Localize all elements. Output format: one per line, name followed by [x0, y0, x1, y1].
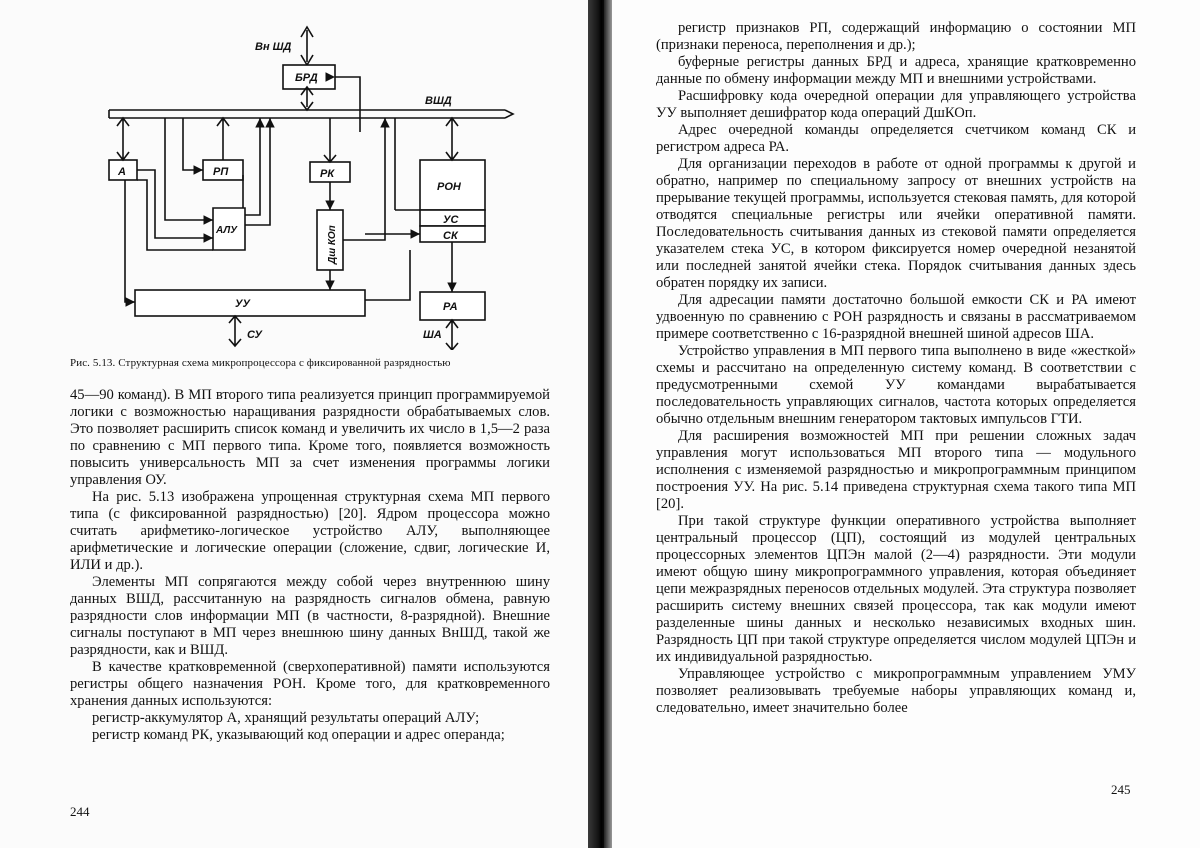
label-a: А: [118, 166, 126, 178]
structural-diagram: [95, 10, 525, 350]
label-ron: РОН: [437, 181, 461, 193]
left-page: [0, 0, 588, 848]
paragraph: Для расширения возможностей МП при решении сложных задач управления могут использоваться МП второго типа — модульного исполнения с изменяемой разрядностью и микропрограммным принципом построения УУ. На рис. 5.14 приведена структурная схема такого типа МП [20].: [656, 428, 1136, 512]
page-number-right: 245: [1111, 782, 1131, 797]
uu-block: [135, 290, 365, 316]
sha-arrow: [446, 320, 458, 350]
label-su: СУ: [247, 329, 262, 341]
paragraph: Адрес очередной команды определяется счетчиком команд СК и регистром адреса РА.: [656, 122, 1136, 155]
paragraph: Для организации переходов в работе от одной программы к другой и обратно, например по специальному запросу от внешних устройств на прерывание текущей программы, используется стековая память, для которой отводятся специальные регистры или ячейки оперативной памяти. Последовательность считывания данных из стековой памяти определяется указателем стека УС, в котором фиксируется номер очередной незанятой или последней занятой ячейки стека. Порядок считывания данных здесь обратен порядку их записи.: [656, 156, 1136, 291]
label-us: УС: [443, 214, 459, 226]
paragraph: Расшифровку кода очередной операции для управляющего устройства УУ выполняет дешифратор кода операций ДшКОп.: [656, 88, 1136, 121]
right-page-text: [656, 20, 1136, 717]
label-sha: ША: [423, 329, 442, 341]
paragraph: При такой структуре функции оперативного устройства выполняет центральный процессор (ЦП), состоящий из модулей центральных процессорных элементов ЦПЭн малой (2—4) разрядности. Эти модули имеют общую шину микропрограммного управления, которая объединяет цепи межразрядных переносов отдельных модулей. Эта структура позволяет расширить систему внешних связей процессора, так как модули имеют разделенные шины данных и несколько независимых входных шин. Разрядность ЦП при такой структуре определяется числом модулей ЦПЭн и их индивидуальной разрядностью.: [656, 513, 1136, 665]
page-number-left: 244: [70, 804, 90, 819]
paragraph: На рис. 5.13 изображена упрощенная структурная схема МП первого типа (с фиксированной разрядностью) [20]. Ядром процессора можно считать арифметико-логическое устройство АЛУ, выполняющее арифметические и логические операции (сложение, сдвиг, логические И, ИЛИ и др.).: [70, 489, 550, 573]
paragraph: Для адресации памяти достаточно большой емкости СК и РА имеют удвоенную по сравнению с РОН разрядность и связаны в рассматриваемом примере соответственно с 16-разрядной внешней шиной адресов ША.: [656, 292, 1136, 342]
paragraph: 45—90 команд). В МП второго типа реализуется принцип программируемой логики с возможностью наращивания разрядности обрабатываемых слов. Это позволяет расширить список команд и увеличить их число в 1,5—2 раза по сравнению с МП первого типа. Кроме того, появляется возможность повысить универсальность МП за счет изменения программы логики управления ОУ.: [70, 387, 550, 488]
vshd-bus: [109, 110, 513, 118]
label-rk: РК: [320, 168, 335, 180]
paragraph: Управляющее устройство с микропрограммным управлением УМУ позволяет реализовывать требуемые наборы управляющих команд и, следовательно, имеет значительно более: [656, 666, 1136, 716]
vnshd-arrow: [301, 27, 313, 65]
figure-caption: Рис. 5.13. Структурная схема микропроцессора с фиксированной разрядностью: [70, 357, 451, 369]
label-vnshd: Вн ШД: [255, 41, 292, 53]
paragraph: регистр-аккумулятор А, хранящий результаты операций АЛУ;: [92, 710, 480, 726]
label-dshkop: Дш КОп: [327, 225, 338, 264]
label-alu: АЛУ: [216, 225, 237, 236]
label-ra: РА: [443, 301, 458, 313]
paragraph: регистр команд РК, указывающий код операции и адрес операнда;: [92, 727, 505, 743]
label-vshd: ВШД: [425, 95, 452, 107]
label-rp: РП: [213, 166, 229, 178]
book-gutter: [588, 0, 612, 848]
label-sk: СК: [443, 230, 458, 242]
label-uu: УУ: [235, 298, 250, 310]
paragraph: буферные регистры данных БРД и адреса, хранящие кратковременно данные по обмену информации между МП и внешними устройствами.: [656, 54, 1136, 87]
paragraph: регистр признаков РП, содержащий информацию о состоянии МП (признаки переноса, переполнения и др.);: [656, 20, 1136, 53]
left-page-text: [70, 387, 550, 744]
paragraph: Устройство управления в МП первого типа выполнено в виде «жесткой» схемы и рассчитано на определенную систему команд. В соответствии с предусмотренными схемой УУ командами вырабатывается последовательность управляющих сигналов, частота которых определяется обычно отдельным внешним генератором тактовых импульсов ГТИ.: [656, 343, 1136, 427]
paragraph: В качестве кратковременной (сверхоперативной) памяти используются регистры общего назначения РОН. Кроме того, для кратковременного хранения данных используются:: [70, 659, 550, 709]
label-brd: БРД: [295, 72, 318, 84]
su-arrow: [229, 316, 241, 346]
paragraph: Элементы МП сопрягаются между собой через внутреннюю шину данных ВШД, рассчитанную на разрядность сигналов обмена, равную разрядности слов информации МП (в частности, 8-разрядной). Внешние сигналы поступают в МП через внешнюю шину данных ВнШД, такой же разрядности, как и ВШД.: [70, 574, 550, 658]
